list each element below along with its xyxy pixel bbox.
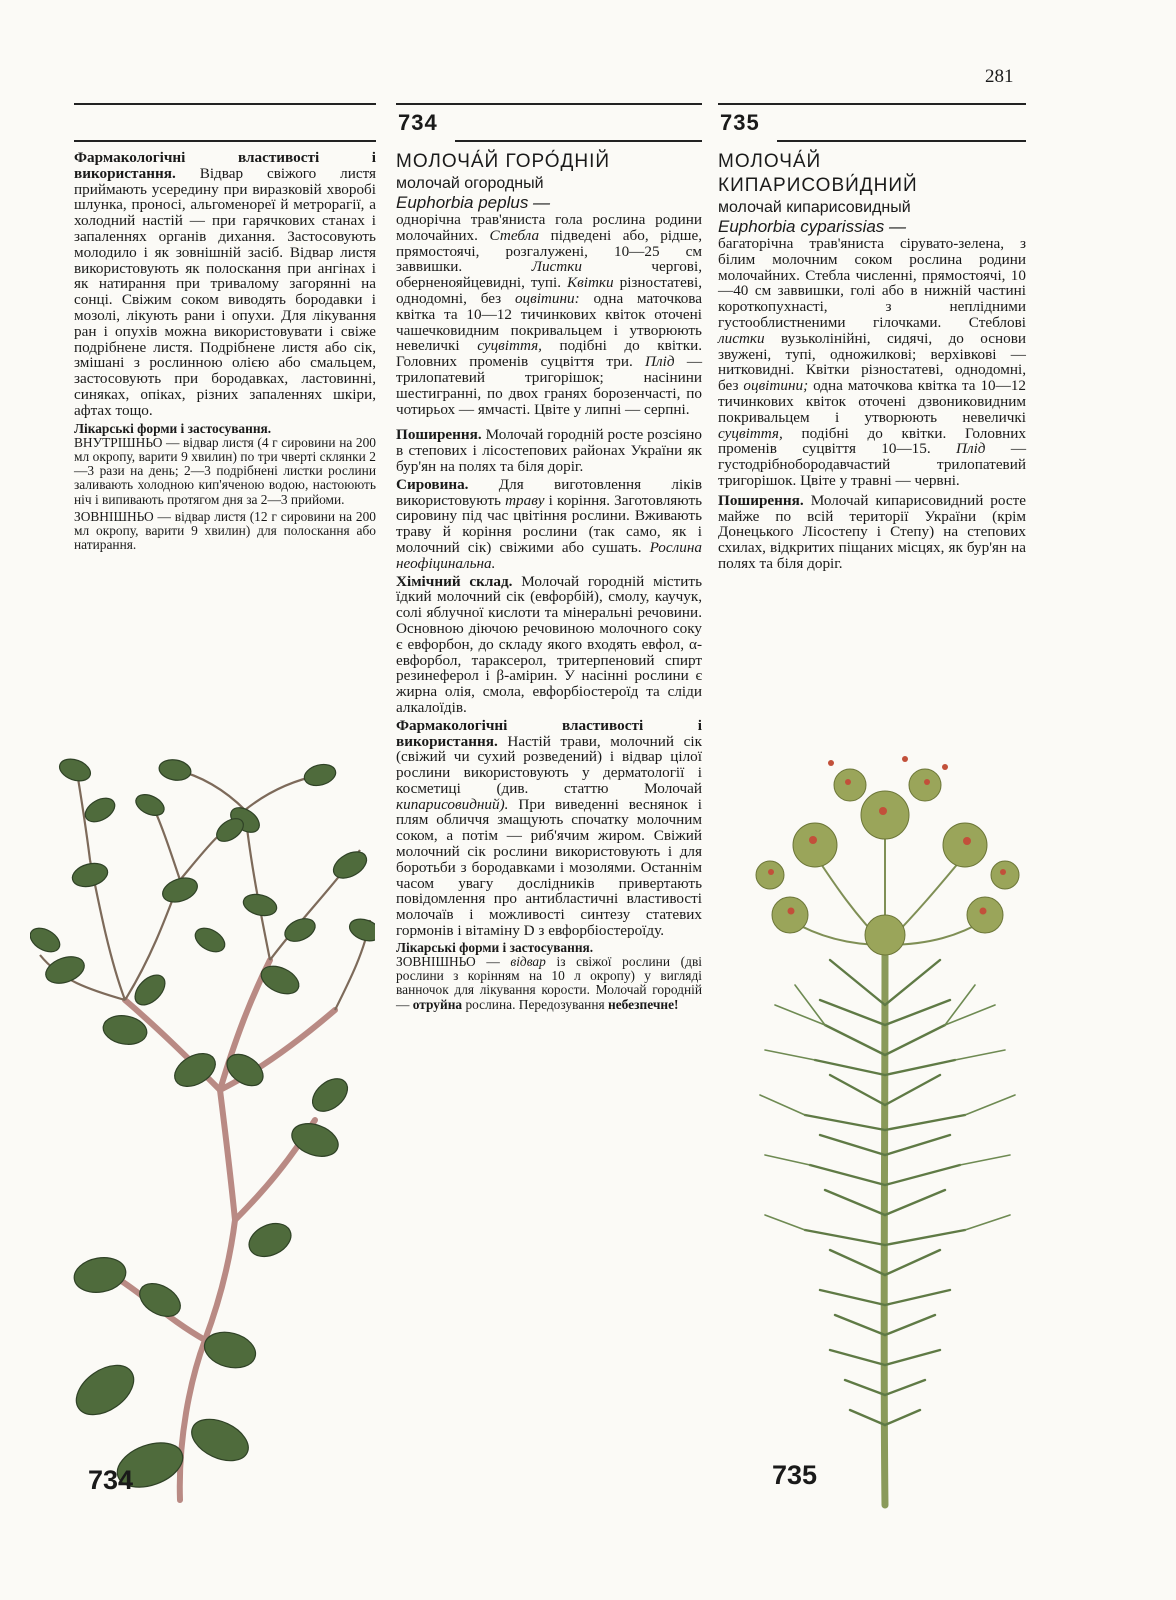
- number-rule-right: [777, 140, 1026, 142]
- number-rule-mid: [455, 140, 702, 142]
- header-rule-left: [74, 103, 376, 105]
- entry-735-description: [718, 236, 1026, 489]
- left-pharmacology-paragraph: [74, 150, 376, 419]
- text-run: оцвітини:: [514, 289, 580, 307]
- entry-734-chemistry: [396, 574, 702, 716]
- text-run: листки: [718, 329, 765, 347]
- text-run: вузьколінійні, сидячі, до основи звужені, тупі, одножилкові; верхівкові — нитковидні. Квітки різностатеві, однодомні, без: [718, 329, 1026, 395]
- left-forms-paragraph: [74, 422, 376, 507]
- entry-734-title-ua: МОЛОЧА́Й ГОРО́ДНІЙ: [396, 151, 611, 172]
- text-run: підведені або, рідше, прямостоячі, розгалужені, 10—25 см заввишки.: [396, 226, 702, 276]
- entry-735-title-latin: Euphorbia cyparissias —: [718, 217, 907, 236]
- text-run: Листки: [531, 258, 582, 276]
- text-run: Плід: [955, 440, 986, 458]
- entry-734-forms-heading: Лікарські форми і застосування.: [396, 939, 594, 955]
- text-run: отруйна: [412, 996, 463, 1012]
- text-run: різностатеві, однодомні, без: [396, 274, 702, 307]
- entry-734-spread: [396, 427, 702, 474]
- text-run: Квітки: [567, 274, 614, 292]
- text-run: однорічна трав'яниста гола рослина родини молочайних.: [396, 211, 702, 244]
- number-rule-left: [74, 140, 376, 142]
- entry-734-spread-text: Молочай городній росте розсіяно в степових і лісостепових районах України як бур'ян на полях та біля доріг.: [396, 426, 702, 475]
- text-run: — трилопатевий тригорішок; насінини шестигранні, по двох гранях борозенчасті, по чотирьох — ямчасті. Цвіте у липні — серпні.: [396, 353, 702, 418]
- entry-735-title-ru: молочай кипарисовидный: [718, 199, 911, 216]
- entry-735-title-ua-line1: МОЛОЧА́Й: [718, 151, 822, 172]
- page-number: 281: [985, 66, 1014, 87]
- header-rule-right: [718, 103, 1026, 105]
- left-pharmacology-text: Відвар свіжого листя приймають усередину при виразковій хворобі шлунка, проносі, альгоменореї й метрорагії, а холодний настій — при гарячкових станах і запаленнях органів дихання. Застосовують молодило і як зовнішній засіб. Відвар листя використовують як полоскання при ангінах і як натирання при тривалому загорянні на сонці. Свіжим соком виводять бородавки і мозолі, лікують рани і опухи. Для лікування ран і опухів можна використовувати і свіже подрібнене листя. Подрібнене листя або сік, змішані з рослинною олією або смальцем, застосовують при бородавках, ластовинні, синяках, опіках, різних запаленнях шкіри, афтах тощо.: [74, 164, 376, 419]
- entry-734-chemistry-heading: Хімічний склад.: [396, 572, 513, 590]
- entry-734-raw: [396, 477, 702, 572]
- text-run: оцвітини;: [743, 377, 809, 395]
- text-run: і коріння. Заготовляють сировину під час цвітіння рослини. Вживають траву й коріння рослини (так само, як і молочний сік) свіжими або сушать.: [396, 491, 703, 556]
- text-run: чергові, оберненояйцевидні, тупі.: [396, 258, 702, 292]
- entry-734: [396, 150, 702, 1012]
- header-rule-mid: [396, 103, 702, 105]
- entry-734-chemistry-text: Молочай городній містить їдкий молочний сік (евфорбій), смолу, каучук, солі яблучної кислоти та мінеральні речовини. Основною діючою речовиною молочного соку є евфорбон, до складу якого входять евфол, α-евфорбол, тараксерол, тритерпеновий спирт резинеферол і β-амірин. У насінні рослини є жирна олія, смола, евфорбіостероїд та сліди алкалоїдів.: [396, 572, 702, 716]
- entry-734-pharmacology-heading: Фармакологічні властивості і використання.: [396, 716, 702, 750]
- text-run: багаторічна трав'яниста сірувато-зелена, з білим молочним соком рослина родини молочайних. Стебла численні, прямостоячі, 10—40 см заввишки, голі або в нижній частині короткопухнасті, з неплідними густооблистненими гілочками. Стеблові: [718, 235, 1026, 331]
- entry-number-735: 735: [720, 110, 760, 135]
- left-pharmacology-heading: Фармакологічні властивості і використання.: [74, 149, 376, 182]
- entry-735-title-ua-line2: КИПАРИСОВИ́ДНИЙ: [718, 175, 918, 196]
- left-forms-outer: ЗОВНІШНЬО — відвар листя (12 г сировини на 200 мл окропу, варити 9 хвилин) для полоскання або натирання.: [74, 508, 376, 553]
- plant-illustration-734: [30, 740, 375, 1510]
- entry-735-spread: [718, 493, 1026, 572]
- entry-734-raw-heading: Сировина.: [396, 475, 469, 493]
- text-run: подібні до квітки. Головних променів суцвіття 10—15.: [718, 424, 1026, 458]
- text-run: відвар: [510, 954, 546, 970]
- text-run: суцвіття,: [477, 337, 542, 355]
- plant-illustration-735: [735, 745, 1035, 1515]
- entry-735-spread-text: Молочай кипарисовидний росте майже по всій території України (крім Донецького Лісостепу і Степу) на степових схилах, відкритих піщаних місцях, як бур'ян на полях та біля доріг.: [718, 491, 1026, 572]
- figure-label-734: 734: [88, 1465, 134, 1495]
- entry-734-spread-heading: Поширення.: [396, 426, 482, 444]
- text-run: — густодрібнобородавчастий трилопатевий тригорішок. Цвіте у травні — червні.: [718, 440, 1027, 489]
- text-run: небезпечне!: [608, 996, 679, 1012]
- text-run: траву: [505, 491, 545, 509]
- entry-735: [718, 150, 1026, 572]
- left-forms-heading: Лікарські форми і застосування.: [74, 420, 272, 436]
- text-run: суцвіття,: [718, 424, 783, 442]
- entry-734-pharmacology-text: [396, 733, 702, 940]
- entry-734-title-ru: молочай огородный: [396, 175, 544, 192]
- text-run: із свіжої рослини (дві рослини з корінням на 10 л окропу) у вигляді ванночок для лікування корости. Молочай городній —: [396, 954, 702, 1012]
- text-run: одна маточкова квітка та 10—12 тичинкових квіток оточені чашечковидним покривальцем і утворюють невеличкі: [396, 289, 703, 355]
- left-column: [74, 150, 376, 552]
- text-run: Настій трави, молочний сік (свіжий чи сухий розведений) і відвар цілої рослини використовують у дерматології і косметиці (див. статтю Молочай: [396, 732, 702, 797]
- entry-734-title-latin: Euphorbia peplus —: [396, 193, 551, 212]
- figure-label-735: 735: [772, 1460, 818, 1490]
- left-forms-inner: ВНУТРІШНЬО — відвар листя (4 г сировини на 200 мл окропу, варити 9 хвилин) по три чверті склянки 2—3 рази на день; 2—3 подрібнені листки рослини заливають холодною кип'яченою водою, настоюють ніч і випивають протягом дня за 2—3 прийоми.: [74, 434, 376, 507]
- entry-number-734: 734: [398, 110, 438, 135]
- text-run: При виведенні веснянок і плям обличчя змащують спочатку молочним соком, а потім — риб'ячим жиром. Свіжий молочний сік рослини використовують і для боротьби з бородавками і мозолями. Останнім часом увагу дослідників привертають повідомлення про антибластичні властивості молочаїв і можливості синтезу статевих гормонів і вітаміну D з евфорбіостероїду.: [396, 795, 702, 940]
- entry-734-description: [396, 212, 702, 417]
- entry-734-forms-text: [396, 954, 702, 1012]
- text-run: подібні до квітки. Головних променів суцвіття три.: [396, 337, 702, 371]
- text-run: одна маточкова квітка та 10—12 тичинкових квіток оточені дзвониковидним покривальцем і утворюють невеличкі: [718, 377, 1027, 426]
- text-run: Стебла: [489, 226, 540, 244]
- entry-735-spread-heading: Поширення.: [718, 491, 804, 509]
- text-run: ЗОВНІШНЬО —: [396, 954, 511, 970]
- text-run: кипарисовидний).: [396, 795, 509, 813]
- text-run: Рослина неофіцинальна.: [396, 538, 702, 572]
- text-run: рослина. Передозування: [462, 996, 608, 1012]
- text-run: Плід: [645, 353, 675, 371]
- text-run: Для виготовлення ліків використовують: [396, 475, 702, 509]
- entry-734-forms: [396, 941, 702, 1012]
- entry-734-pharmacology: [396, 718, 702, 939]
